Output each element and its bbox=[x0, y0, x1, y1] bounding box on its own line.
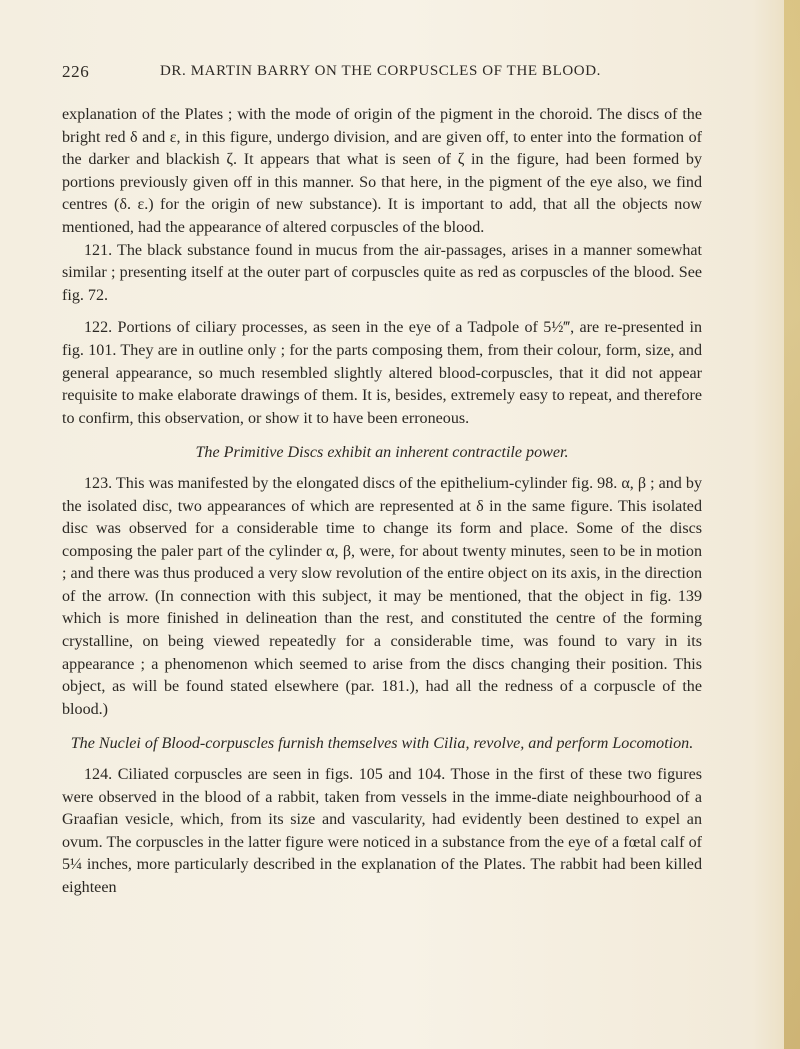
section-heading-contractile: The Primitive Discs exhibit an inherent contractile power. bbox=[195, 444, 569, 462]
paragraph-123: 123. This was manifested by the elongated discs of the epithelium-cylinder fig. 98. α, β ; and by the isolated disc, two appearances of which are represented at δ in the same figure. This isolated disc was observed for a considerable time to change its form and place. Some of the discs composing the paler part of the cylinder α, β, were, for about twenty minutes, seen to be in motion ; and there was thus produced a very slow revolution of the entire object on its axis, in the direction of the arrow. (In connection with this subject, it may be mentioned, that the object in fig. 139 which is more finished in delineation than the rest, and constituted the centre of the forming crystalline, on being viewed repeatedly for a considerable time, was found to vary in its appearance ; a phenomenon which seemed to arise from the discs changing their position. This object, as will be found stated elsewhere (par. 181.), had all the redness of a corpuscle of the blood.) bbox=[62, 474, 703, 718]
paragraph-121: 121. The black substance found in mucus from the air-passages, arises in a manner somewhat similar ; presenting itself at the outer part of corpuscles quite as red as corpuscles of the blood. See fig. 72. bbox=[62, 241, 702, 304]
page-edge-discoloration bbox=[784, 0, 800, 1049]
section-heading-cilia: The Nuclei of Blood-corpuscles furnish themselves with Cilia, revolve, and perform Locomotion. bbox=[70, 735, 694, 753]
running-title: DR. MARTIN BARRY ON THE CORPUSCLES OF THE BLOOD. bbox=[160, 63, 602, 79]
paragraph-continuation: explanation of the Plates ; with the mode of origin of the pigment in the choroid. The discs of the bright red δ and ε, in this figure, undergo division, and are given off, to enter into the formation of the darker and blackish ζ. It appears that what is seen of ζ in the figure, had been formed by portions previously given off in this manner. So that here, in the pigment of the eye also, we find centres (δ. ε.) for the origin of new substance). It is important to add, that all the objects now mentioned, had the appearance of altered corpuscles of the blood. bbox=[62, 106, 702, 236]
page-header bbox=[62, 62, 702, 86]
paragraph-122: 122. Portions of ciliary processes, as seen in the eye of a Tadpole of 5½‴, are re-presented in fig. 101. They are in outline only ; for the parts composing them, from their colour, form, size, and general appearance, so much resembled slightly altered blood-corpuscles, that it did not appear requisite to make elaborate drawings of them. It is, besides, extremely easy to repeat, and therefore to confirm, this observation, or show it to have been erroneous. bbox=[62, 319, 702, 427]
body-text bbox=[62, 104, 702, 900]
paragraph-124: 124. Ciliated corpuscles are seen in figs. 105 and 104. Those in the first of these two figures were observed in the blood of a rabbit, taken from vessels in the imme-diate neighbourhood of a Graafian vesicle, which, from its size and vascularity, had evidently been destined to expel an ovum. The corpuscles in the latter figure were noticed in a substance from the eye of a fœtal calf of 5¼ inches, more particularly described in the explanation of the Plates. The rabbit had been killed eighteen bbox=[62, 766, 702, 896]
page-number: 226 bbox=[62, 62, 90, 81]
